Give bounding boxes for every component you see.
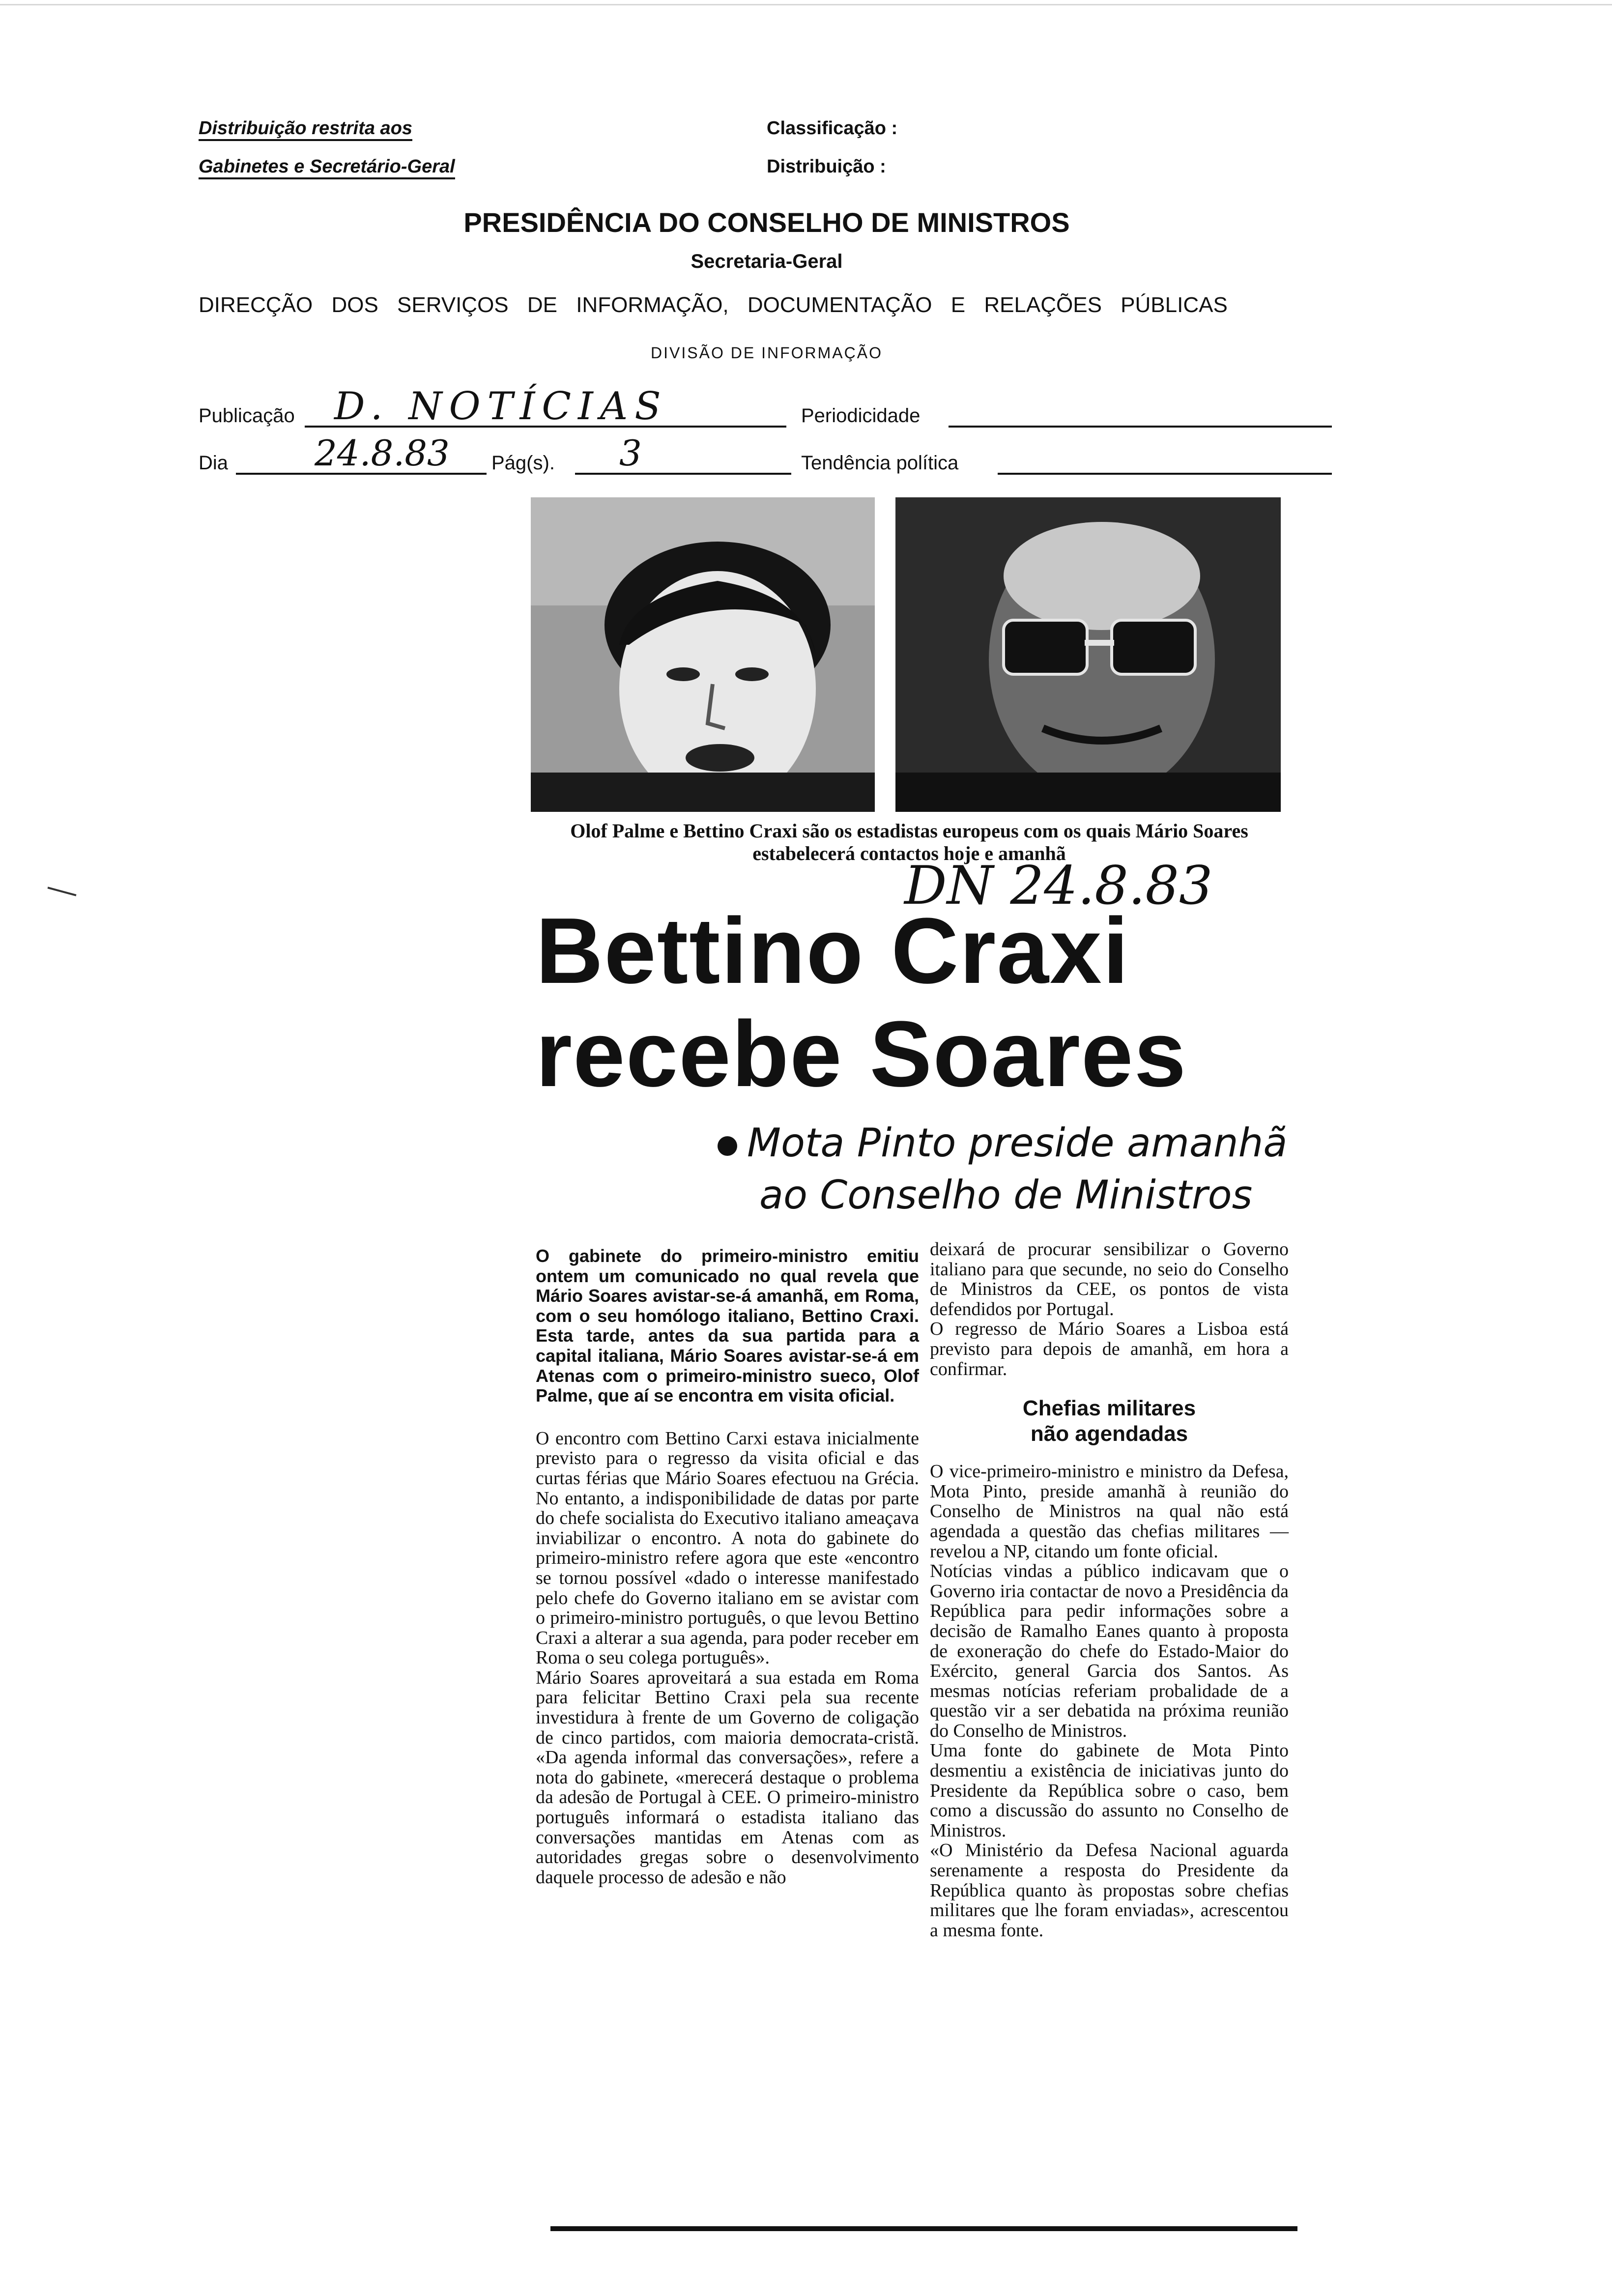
column2-subhead bbox=[930, 1396, 1289, 1447]
pags-line bbox=[575, 473, 791, 475]
headline-line2: recebe Soares bbox=[536, 1002, 1187, 1106]
portrait-palme-image bbox=[531, 497, 875, 812]
dia-label: Dia bbox=[199, 452, 229, 474]
distribution-note-line2: Gabinetes e Secretário-Geral bbox=[199, 156, 455, 179]
column2-paragraph1: deixará de procurar sensibilizar o Governo italiano para que secunde, no seio do Conselho de Ministros da CEE, os pontos de vista defendidos por Portugal. bbox=[930, 1239, 1289, 1320]
subheadline-line2: ao Conselho de Ministros bbox=[759, 1172, 1253, 1218]
column2-paragraph6: «O Ministério da Defesa Nacional aguarda serenamente a resposta do Presidente da República quanto às propostas sobre chefias militares que lhe foram enviadas», acrescentou a mesma fonte. bbox=[930, 1840, 1289, 1941]
tendencia-label: Tendência política bbox=[801, 452, 959, 474]
portrait-craxi-image bbox=[895, 497, 1281, 812]
publicacao-label: Publicação bbox=[199, 405, 295, 427]
column2-paragraph5: Uma fonte do gabinete de Mota Pinto desmentiu a existência de iniciativas junto do Presidente da República sobre o caso, bem como a discussão do assunto no Conselho de Ministros. bbox=[930, 1740, 1289, 1841]
column2-paragraph3: O vice-primeiro-ministro e ministro da Defesa, Mota Pinto, preside amanhã à reunião do Conselho de Ministros na qual não está agendada a questão das chefias militares — revelou a NP, citando um fonte oficial. bbox=[930, 1461, 1289, 1562]
column2-subhead-line2: não agendadas bbox=[1030, 1422, 1188, 1446]
pags-handwritten: 3 bbox=[619, 432, 642, 474]
tendencia-line bbox=[998, 473, 1332, 475]
article-lead: O gabinete do primeiro-ministro emitiu ontem um comunicado no qual revela que Mário Soares avistar-se-á amanhã, em Roma, com o seu homólogo italiano, Bettino Craxi. Esta tarde, antes da sua partida para a capital italiana, Mário Soares avistar-se-á em Atenas com o primeiro-ministro sueco, Olof Palme, que aí se encontra em visita oficial. bbox=[536, 1246, 919, 1406]
subheadline-line1: Mota Pinto preside amanhã bbox=[747, 1120, 1288, 1166]
direction-line: DIRECÇÃO DOS SERVIÇOS DE INFORMAÇÃO, DOCUMENTAÇÃO E RELAÇÕES PÚBLICAS bbox=[199, 293, 1228, 317]
margin-mark bbox=[48, 887, 77, 896]
periodicidade-line bbox=[949, 426, 1332, 428]
institution-subtitle: Secretaria-Geral bbox=[691, 251, 843, 272]
photo-olof-palme bbox=[531, 497, 875, 812]
article-column-2 bbox=[930, 1239, 1289, 1940]
classification-label: Classificação : bbox=[767, 118, 898, 139]
column2-subhead-line1: Chefias militares bbox=[1022, 1396, 1196, 1421]
column1-paragraph1: O encontro com Bettino Carxi estava inicialmente previsto para o regresso da visita oficial e das curtas férias que Mário Soares efectuou na Grécia. No entanto, a indisponibilidade de datas por parte do chefe socialista do Executivo italiano ameaçava inviabilizar o encontro. A nota do gabinete do primeiro-ministro refere agora que este «encontro se tornou possível «dado o interesse manifestado pelo chefe do Governo italiano em se avistar com o primeiro-ministro português, o que levou Bettino Craxi a alterar a sua agenda, para poder receber em Roma o seu colega português». bbox=[536, 1428, 919, 1668]
photo-bettino-craxi bbox=[895, 497, 1281, 812]
scan-edge-top bbox=[0, 4, 1612, 5]
bullet-icon bbox=[718, 1136, 737, 1156]
column1-paragraph2: Mário Soares aproveitará a sua estada em Roma para felicitar Bettino Craxi pela sua recente investidura à frente de um Governo de coligação de cinco partidos, com maioria democrata-cristã. «Da agenda informal das conversações», refere a nota do gabinete, «merecerá destaque o problema da adesão de Portugal à CEE. O primeiro-ministro português informará o estadista italiano das conversações mantidas em Atenas com as autoridades gregas sobre o desenvolvimento daquele processo de adesão e não bbox=[536, 1667, 919, 1888]
article-column-1 bbox=[536, 1246, 919, 1887]
periodicidade-label: Periodicidade bbox=[801, 405, 921, 427]
institution-title: PRESIDÊNCIA DO CONSELHO DE MINISTROS bbox=[463, 207, 1070, 238]
distribution-label: Distribuição : bbox=[767, 156, 886, 177]
photo-caption: Olof Palme e Bettino Craxi são os estadistas europeus com os quais Mário Soares estabelecerá contactos hoje e amanhã bbox=[570, 820, 1248, 864]
publicacao-handwritten: D. NOTÍCIAS bbox=[334, 384, 668, 429]
distribution-note-line1: Distribuição restrita aos bbox=[199, 118, 412, 141]
pags-label: Pág(s). bbox=[491, 452, 555, 474]
column2-paragraph2: O regresso de Mário Soares a Lisboa está previsto para depois de amanhã, em hora a confirmar. bbox=[930, 1319, 1289, 1379]
division-line: DIVISÃO DE INFORMAÇÃO bbox=[651, 344, 883, 362]
column2-paragraph4: Notícias vindas a público indicavam que o Governo iria contactar de novo a Presidência da República para pedir informações sobre a decisão de Ramalho Eanes quanto à proposta de exoneração do chefe do Estado-Maior do Exército, general Garcia dos Santos. As mesmas notícias referiam probalidade de a questão vir a ser debatida na próxima reunião do Conselho de Ministros. bbox=[930, 1561, 1289, 1741]
headline-line1: Bettino Craxi bbox=[536, 899, 1130, 1003]
dia-handwritten: 24.8.83 bbox=[315, 432, 450, 474]
handwritten-date: DN 24.8.83 bbox=[904, 855, 1213, 917]
bottom-rule bbox=[550, 2226, 1297, 2231]
